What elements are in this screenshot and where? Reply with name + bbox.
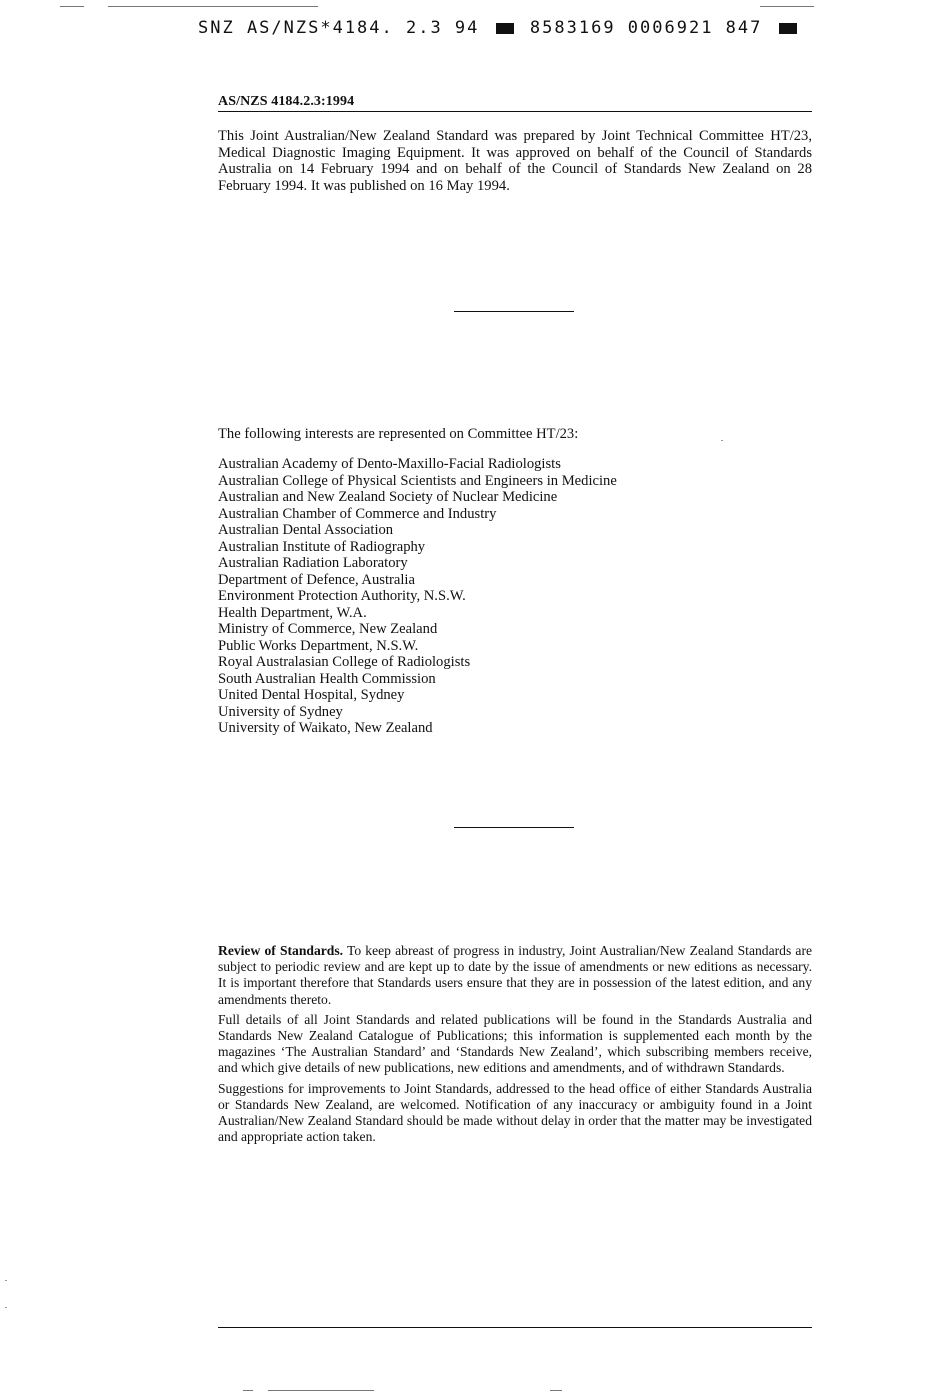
- committee-heading: The following interests are represented on Committee HT/23:: [218, 426, 579, 442]
- committee-member: University of Sydney: [218, 703, 343, 720]
- scan-artifact-line: [243, 1390, 253, 1391]
- scan-header-code: [198, 18, 798, 38]
- scan-speck: [721, 440, 723, 441]
- scan-speck: [5, 1280, 7, 1281]
- committee-member: Australian Radiation Laboratory: [218, 555, 408, 571]
- document-id: AS/NZS 4184.2.3:1994: [218, 94, 355, 109]
- committee-member: Department of Defence, Australia: [218, 571, 415, 588]
- review-section: [218, 943, 812, 1149]
- committee-member: Public Works Department, N.S.W.: [218, 637, 419, 654]
- committee-member: Australian and New Zealand Society of Nuclear Medicine: [218, 489, 558, 505]
- committee-member: Environment Protection Authority, N.S.W.: [218, 588, 466, 604]
- scan-artifact-line: [550, 1390, 562, 1391]
- committee-member: University of Waikato, New Zealand: [218, 720, 433, 736]
- committee-member: Australian College of Physical Scientists and Engineers in Medicine: [218, 472, 617, 489]
- scan-code-mid: 8583169 0006921 847: [529, 18, 763, 38]
- committee-member: Royal Australasian College of Radiologists: [218, 654, 471, 670]
- black-block-mark: [779, 23, 797, 34]
- review-title: Review of Standards.: [218, 943, 344, 958]
- committee-member: Australian Institute of Radiography: [218, 538, 426, 555]
- committee-member-list: [218, 456, 617, 737]
- committee-member: South Australian Health Commission: [218, 670, 436, 687]
- scan-speck: [5, 1307, 7, 1308]
- committee-member: Australian Dental Association: [218, 522, 394, 538]
- committee-member: Australian Academy of Dento-Maxillo-Facial Radiologists: [218, 456, 561, 472]
- section-divider: [454, 311, 574, 312]
- review-paragraph-1-text: To keep abreast of progress in industry, Joint Australian/New Zealand Standards are subject to periodic review and are kept up to date by the issue of amendments or new editions as necessary. It is important therefore that Standards users ensure that they are in possession of the latest edition, and any amendments thereto.: [218, 943, 812, 1007]
- committee-member: United Dental Hospital, Sydney: [218, 687, 405, 703]
- review-paragraph-3: Suggestions for improvements to Joint Standards, addressed to the head office of either Standards Australia or Standards New Zealand, are welcomed. Notification of any inaccuracy or ambiguity found in a Joint Australian/New Zealand Standard should be made without delay in order that the matter may be investigated and appropriate action taken.: [218, 1080, 812, 1145]
- scan-code-left: SNZ AS/NZS*4184. 2.3 94: [198, 18, 480, 38]
- section-divider: [454, 827, 574, 828]
- review-paragraph-2: Full details of all Joint Standards and related publications will be found in the Standards Australia and Standards New Zealand Catalogue of Publications; this information is supplemented each month by the magazines ‘The Australian Standard’ and ‘Standards New Zealand’, which subscribing members receive, and which give details of new publications, new editions and amendments, and of withdrawn Standards.: [218, 1011, 812, 1076]
- black-block-mark: [496, 23, 514, 34]
- header-rule: [218, 111, 812, 112]
- scan-artifact-line: [108, 6, 318, 7]
- committee-member: Health Department, W.A.: [218, 604, 367, 621]
- intro-paragraph: This Joint Australian/New Zealand Standard was prepared by Joint Technical Committee HT/23, Medical Diagnostic Imaging Equipment. It was approved on behalf of the Council of Standards Australia on 14 February 1994 and on behalf of the Council of Standards New Zealand on 28 February 1994. It was published on 16 May 1994.: [218, 128, 812, 194]
- committee-member: Ministry of Commerce, New Zealand: [218, 621, 438, 637]
- scan-artifact-line: [268, 1390, 374, 1391]
- footer-rule: [218, 1327, 812, 1328]
- review-paragraph-1: [218, 943, 812, 1008]
- committee-member: Australian Chamber of Commerce and Industry: [218, 505, 497, 522]
- scan-artifact-line: [60, 6, 84, 7]
- scan-artifact-line: [760, 6, 814, 7]
